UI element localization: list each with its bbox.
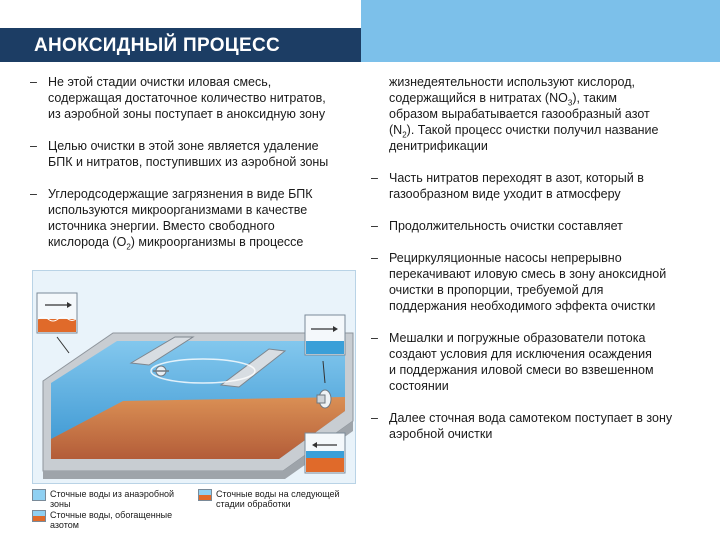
bullet-dash: – <box>30 187 37 201</box>
text-line: Часть нитратов переходят в азот, который в <box>389 171 644 185</box>
legend-item-nitrogen <box>50 510 200 530</box>
legend-text: Сточные воды из анаэробной <box>50 489 175 499</box>
subscript: 2 <box>126 242 131 252</box>
right-column <box>371 74 689 442</box>
legend-text: азотом <box>50 520 79 530</box>
legend-text: зоны <box>50 499 71 509</box>
text-line: Продолжительность очистки составляет <box>389 219 623 233</box>
tank-illustration <box>33 271 355 483</box>
bullet-dash: – <box>371 411 378 425</box>
text-line: Рециркуляционные насосы непрерывно <box>389 251 622 265</box>
text-line: состоянии <box>389 379 449 393</box>
text-line: перекачивают иловую смесь в зону аноксидной <box>389 267 667 281</box>
text-line: очистки в пропорции, требуемой для <box>389 283 604 297</box>
text-line: кислорода (O <box>48 235 127 249</box>
text-line: Целью очистки в этой зоне является удаление <box>48 139 319 153</box>
list-item <box>371 250 689 314</box>
legend-text: стадии обработки <box>216 499 291 509</box>
legend-item-next-stage <box>216 489 356 509</box>
text-line: содержащийся в нитратах (NO <box>389 91 568 105</box>
text-line: и поддержания иловой смеси во взвешенном <box>389 363 654 377</box>
title-bar <box>0 28 361 62</box>
page-title: АНОКСИДНЫЙ ПРОЦЕСС <box>34 35 280 56</box>
text-line: источника энергии. Вместо свободного <box>48 219 275 233</box>
return-indicator <box>305 433 345 473</box>
text-line: (N <box>389 123 403 137</box>
bullet-dash: – <box>371 219 378 233</box>
text-line: Углеродсодержащие загрязнения в виде БПК <box>48 187 313 201</box>
left-column <box>30 74 352 250</box>
text-line: Далее сточная вода самотеком поступает в зону <box>389 411 673 425</box>
subscript: 2 <box>402 130 407 140</box>
legend-swatch-next-stage <box>198 489 212 501</box>
list-item <box>371 330 689 394</box>
outlet-indicator <box>305 315 345 355</box>
text-line: БПК и нитратов, поступивших из аэробной зоны <box>48 155 329 169</box>
legend-text: Сточные воды на следующей <box>216 489 340 499</box>
list-item <box>371 170 689 202</box>
bullet-dash: – <box>371 171 378 185</box>
text-line: Мешалки и погружные образователи потока <box>389 331 646 345</box>
text-line: аэробной очистки <box>389 427 493 441</box>
bullet-dash: – <box>30 75 37 89</box>
inlet-indicator <box>37 293 77 333</box>
text-line: используются микроорганизмами в качестве <box>48 203 308 217</box>
text-line: поддержания необходимого эффекта очистки <box>389 299 656 313</box>
list-item <box>371 410 689 442</box>
text-line: газообразном виде уходит в атмосферу <box>389 187 621 201</box>
text-line: денитрификации <box>389 139 488 153</box>
pointer-line <box>57 337 69 353</box>
subscript: 3 <box>567 98 573 108</box>
legend-text: Сточные воды, обогащенные <box>50 510 173 520</box>
text-line: из аэробной зоны поступает в аноксидную зону <box>48 107 326 121</box>
text-line: ) микроорганизмы в процессе <box>130 235 304 249</box>
anoxic-tank-diagram <box>32 270 356 484</box>
text-line: содержащая достаточное количество нитратов, <box>48 91 326 105</box>
legend-swatch-anaerobic <box>32 489 46 501</box>
text-line: образом вырабатывается газообразный азот <box>389 107 650 121</box>
text-line: жизнедеятельности используют кислород, <box>389 75 635 89</box>
text-line: ). Такой процесс очистки получил название <box>406 123 659 137</box>
list-item <box>30 186 352 250</box>
text-line: Не этой стадии очистки иловая смесь, <box>48 75 272 89</box>
text-line: создают условия для исключения осаждения <box>389 347 652 361</box>
top-accent-strip <box>361 0 720 62</box>
list-item <box>30 138 352 170</box>
legend-swatch-nitrogen <box>32 510 46 522</box>
list-item <box>371 218 689 234</box>
bullet-dash: – <box>371 331 378 345</box>
bullet-dash: – <box>30 139 37 153</box>
bullet-dash: – <box>371 251 378 265</box>
continued-paragraph <box>371 74 689 154</box>
text-line: ), таким <box>572 91 618 105</box>
list-item <box>30 74 352 122</box>
legend-item-anaerobic <box>50 489 200 509</box>
